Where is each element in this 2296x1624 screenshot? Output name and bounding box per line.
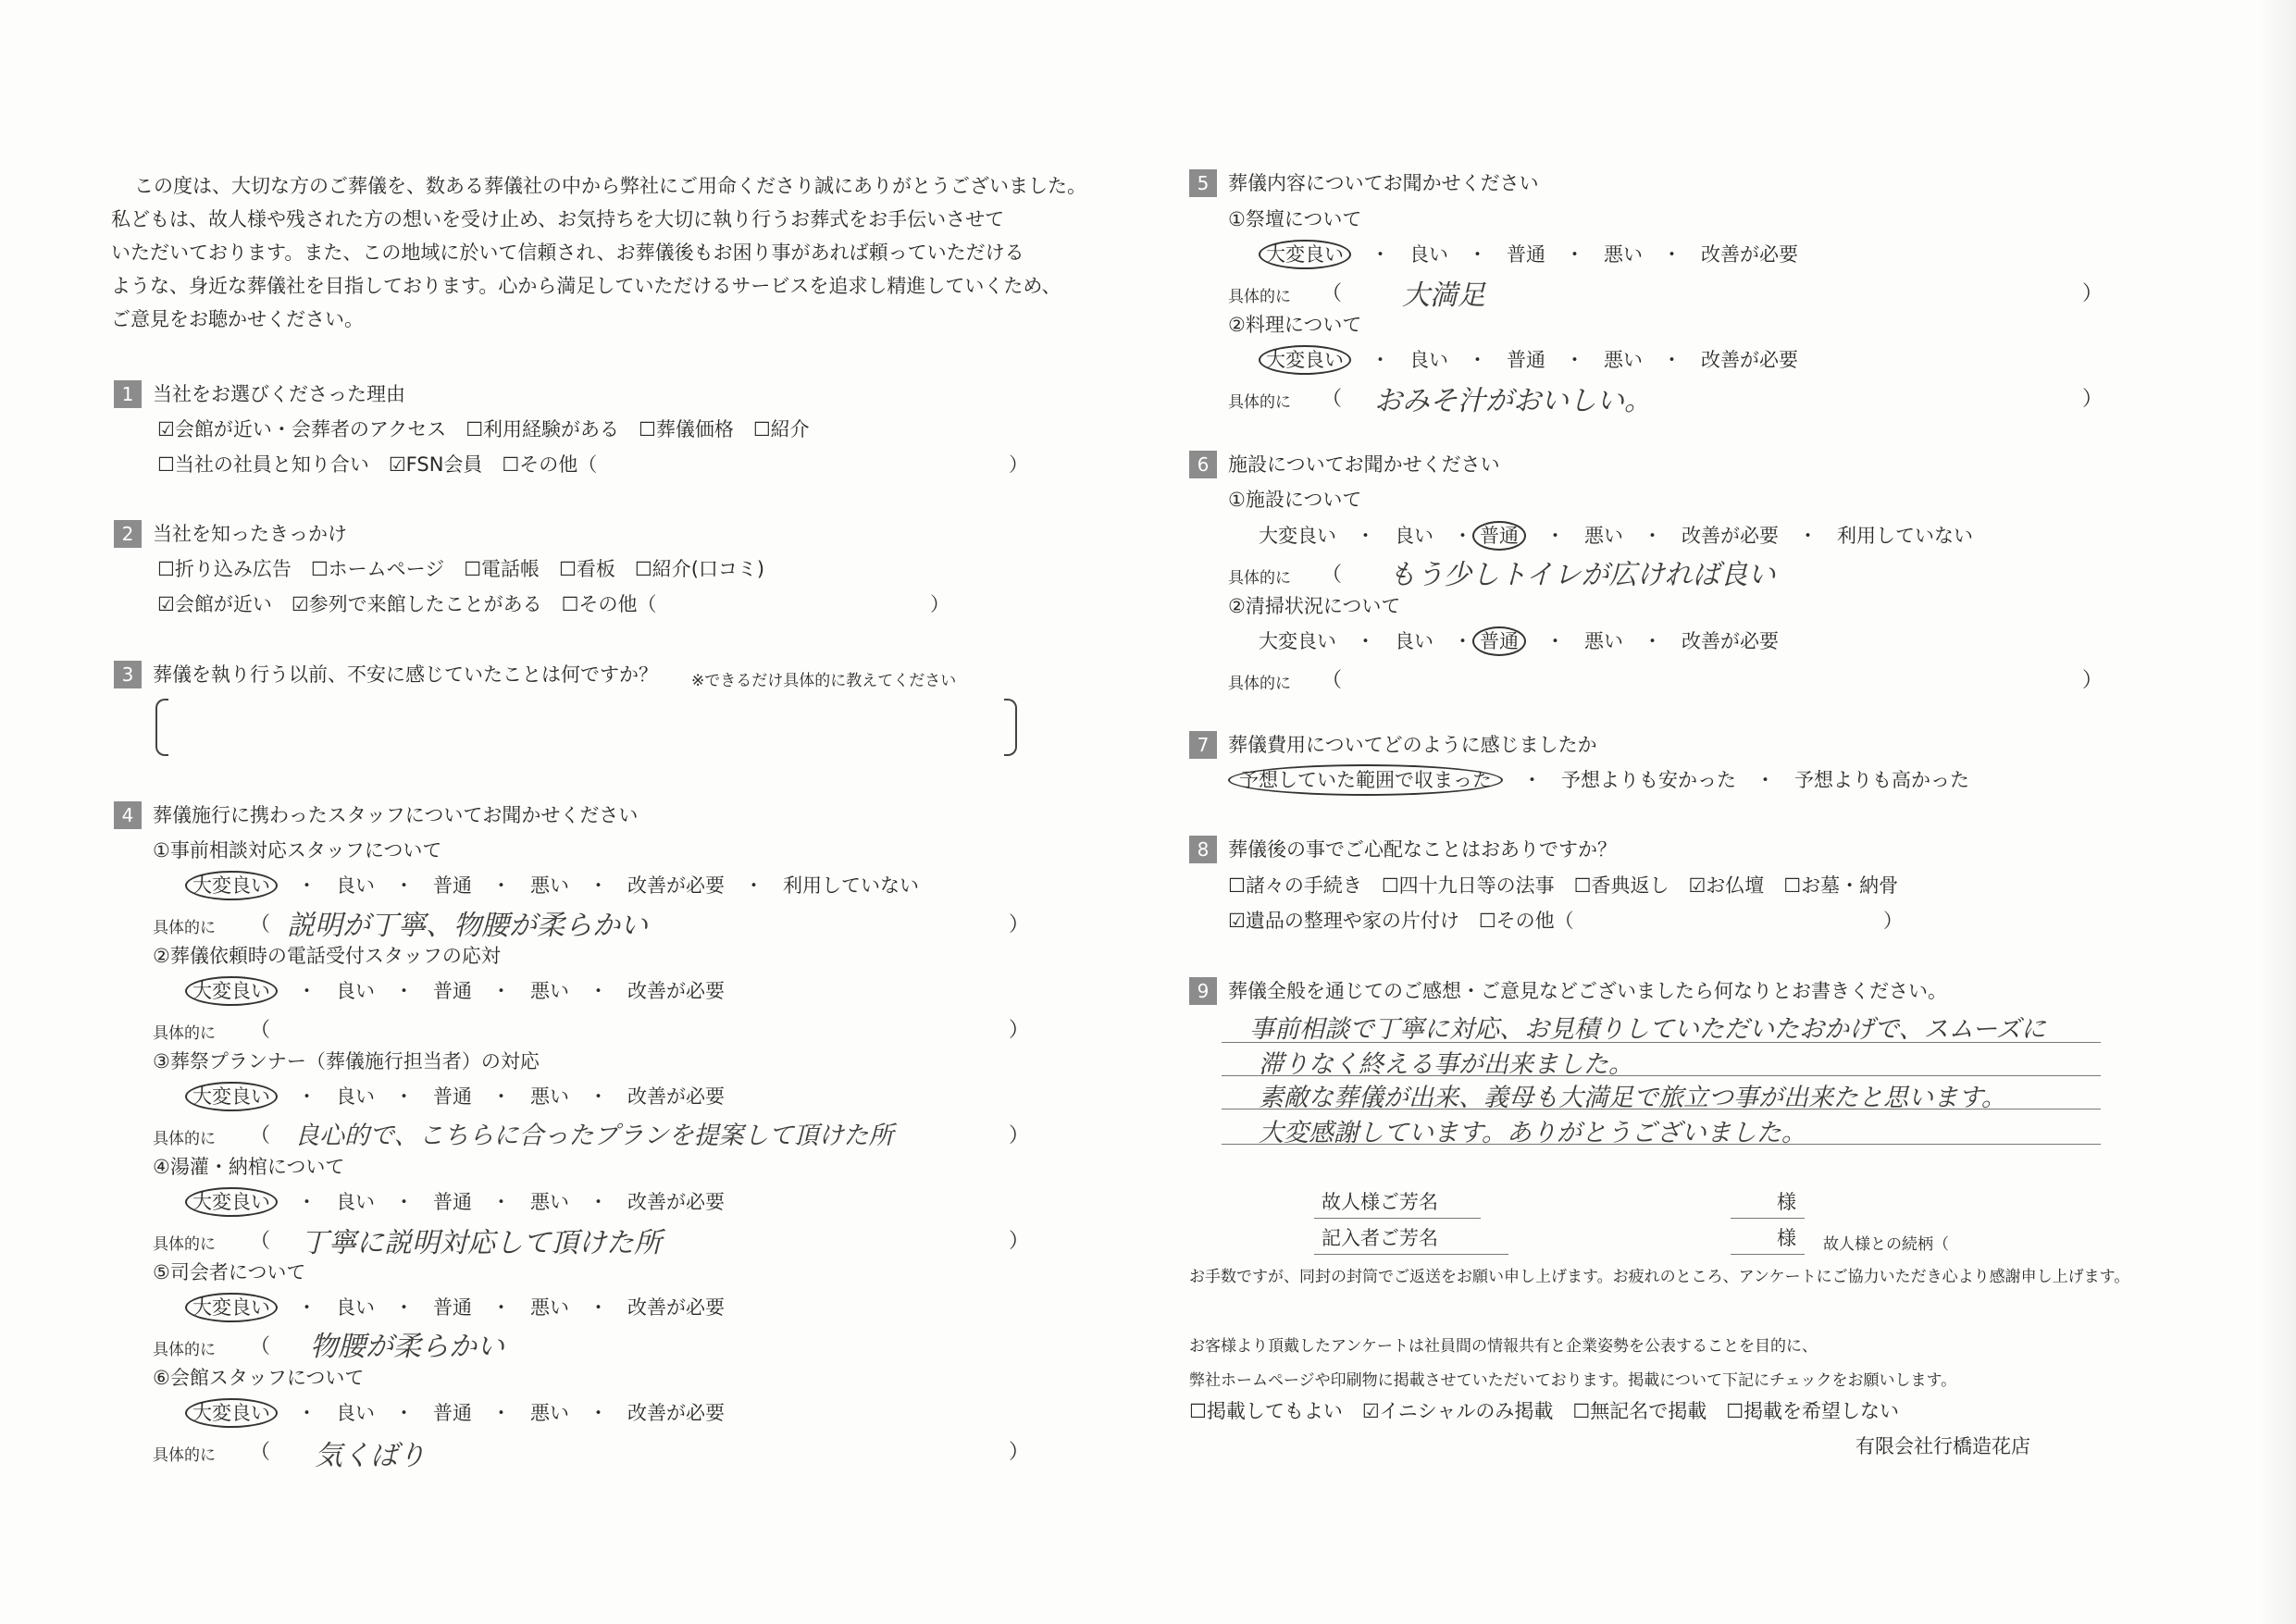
deceased-label-underline — [1314, 1218, 1481, 1219]
deceased-sama-underline — [1731, 1218, 1805, 1219]
q7-rating[interactable] — [1228, 768, 1969, 792]
q6-sub-2-open: （ — [1322, 669, 1343, 692]
question-number-2: 2 — [114, 520, 142, 548]
q6-sub-1-detail-label: 具体的に — [1228, 569, 1291, 588]
q4-sub-6-label: ⑥会館スタッフについて — [153, 1367, 365, 1389]
q4-sub-2-rating[interactable] — [185, 979, 725, 1003]
publish-note-1: お客様より頂戴したアンケートは社員間の情報共有と企業姿勢を公表することを目的に、 — [1189, 1337, 1818, 1356]
question-number-3: 3 — [114, 661, 142, 688]
q4-sub-4-rating[interactable] — [185, 1190, 725, 1214]
question-number-4: 4 — [114, 801, 142, 829]
q4-sub-1-other-ratings[interactable]: ・ 良い ・ 普通 ・ 悪い ・ 改善が必要 ・ 利用していない — [297, 874, 919, 897]
q5-sub-1-close: ） — [2082, 282, 2104, 305]
q4-sub-1-detail-label: 具体的に — [153, 919, 216, 937]
q6-sub-1-rating[interactable] — [1259, 524, 1973, 548]
question-3-note: ※できるだけ具体的に教えてください — [691, 672, 957, 690]
q5-sub-2-open: （ — [1322, 388, 1343, 411]
q5-sub-1-detail-label: 具体的に — [1228, 288, 1291, 306]
q2-other-close: ） — [930, 593, 949, 615]
q4-sub-5-selected[interactable]: 大変良い — [185, 1293, 278, 1322]
question-6-title: 施設についてお聞かせください — [1228, 453, 1500, 476]
q4-sub-3-rating[interactable] — [185, 1085, 725, 1109]
q4-sub-4-close: ） — [1009, 1230, 1030, 1253]
q5-sub-1-label: ①祭壇について — [1228, 208, 1362, 230]
return-note: お手数ですが、同封の封筒でご返送をお願い申し上げます。お疲れのところ、アンケートにご協力いただき心より感謝申し上げます。 — [1189, 1268, 2130, 1286]
q8-other-close: ） — [1883, 910, 1903, 932]
question-8-title: 葬儀後の事でご心配なことはおありですか？ — [1228, 838, 1617, 861]
q6-sub-2-selected[interactable]: 普通 — [1472, 626, 1526, 656]
q4-sub-4-detail-label: 具体的に — [153, 1235, 216, 1254]
q4-sub-5-detail-label: 具体的に — [153, 1341, 216, 1359]
writer-name-field[interactable] — [1518, 1230, 1768, 1256]
q8-options-row-2[interactable]: ☑遺品の整理や家の片付け ☐その他（ — [1228, 910, 1574, 932]
question-3-title: 葬儀を執り行う以前、不安に感じていたことは何ですか？ — [153, 663, 658, 686]
q4-sub-3-handwritten[interactable]: 良心的で、こちらに合ったプランを提案して頂けた所 — [294, 1122, 894, 1150]
intro-line-5: ご意見をお聴かせください。 — [111, 308, 364, 330]
q4-sub-3-detail-label: 具体的に — [153, 1130, 216, 1148]
q5-sub-2-selected[interactable]: 大変良い — [1259, 345, 1351, 375]
q6-sub-1-label: ①施設について — [1228, 489, 1362, 511]
deceased-sama: 様 — [1777, 1191, 1796, 1213]
q4-sub-1-close: ） — [1009, 913, 1030, 936]
q4-sub-4-open: （ — [250, 1230, 271, 1253]
q6-sub-2-detail-label: 具体的に — [1228, 675, 1291, 693]
q5-sub-2-detail-label: 具体的に — [1228, 393, 1291, 412]
q4-sub-6-rating[interactable] — [185, 1401, 725, 1425]
q9-handwritten-line-1[interactable]: 事前相談で丁寧に対応、お見積りしていただいたおかげで、スムーズに — [1249, 1015, 2046, 1044]
q4-sub-2-label: ②葬儀依頼時の電話受付スタッフの応対 — [153, 945, 501, 967]
q4-sub-6-detail-label: 具体的に — [153, 1446, 216, 1465]
q5-sub-2-handwritten[interactable]: おみそ汁がおいしい。 — [1374, 385, 1652, 417]
q6-sub-2-ratings-after[interactable]: ・ 悪い ・ 改善が必要 — [1545, 630, 1779, 652]
q2-options-row-1[interactable]: ☐折り込み広告 ☐ホームページ ☐電話帳 ☐看板 ☐紹介(口コミ) — [157, 558, 765, 580]
deceased-name-label: 故人様ご芳名 — [1322, 1191, 1438, 1213]
q1-other-close: ） — [1009, 453, 1028, 476]
q3-answer-bracket-left — [155, 699, 168, 756]
question-number-6: 6 — [1189, 451, 1217, 478]
writer-sama-underline — [1731, 1254, 1805, 1255]
q5-sub-1-open: （ — [1322, 282, 1343, 305]
q7-other-options[interactable]: ・ 予想よりも安かった ・ 予想よりも高かった — [1522, 769, 1969, 791]
q4-sub-6-selected[interactable]: 大変良い — [185, 1398, 278, 1428]
company-name: 有限会社行橋造花店 — [1855, 1435, 2030, 1457]
q4-sub-1-handwritten[interactable]: 説明が丁寧、物腰が柔らかい — [287, 910, 648, 942]
q5-sub-1-other-ratings[interactable]: ・ 良い ・ 普通 ・ 悪い ・ 改善が必要 — [1371, 243, 1798, 266]
q7-selected[interactable]: 予想していた範囲で収まった — [1228, 764, 1503, 796]
question-7-title: 葬儀費用についてどのように感じましたか — [1228, 734, 1597, 756]
q5-sub-1-handwritten[interactable]: 大満足 — [1402, 279, 1485, 312]
q4-sub-1-rating[interactable] — [185, 874, 919, 898]
q4-sub-2-close: ） — [1009, 1019, 1030, 1042]
writer-label-underline — [1314, 1254, 1508, 1255]
q1-options-row-1[interactable]: ☑会館が近い・会葬者のアクセス ☐利用経験がある ☐葬儀価格 ☐紹介 — [157, 418, 810, 440]
relation-label: 故人様との続柄（ — [1823, 1235, 1949, 1254]
q6-sub-1-ratings-before[interactable]: 大変良い ・ 良い ・ — [1259, 525, 1472, 547]
q4-sub-5-label: ⑤司会者について — [153, 1261, 306, 1283]
q4-sub-4-selected[interactable]: 大変良い — [185, 1187, 278, 1217]
q9-handwritten-line-4[interactable]: 大変感謝しています。ありがとうございました。 — [1259, 1119, 1806, 1147]
q4-sub-6-other-ratings[interactable]: ・ 良い ・ 普通 ・ 悪い ・ 改善が必要 — [297, 1402, 725, 1424]
question-number-8: 8 — [1189, 836, 1217, 863]
q5-sub-2-close: ） — [2082, 388, 2104, 411]
q6-sub-2-ratings-before[interactable]: 大変良い ・ 良い ・ — [1259, 630, 1472, 652]
question-5-title: 葬儀内容についてお聞かせください — [1228, 172, 1539, 194]
q4-sub-5-open: （ — [250, 1335, 271, 1358]
page-edge-shadow — [2259, 0, 2296, 1624]
intro-line-4: ような、身近な葬儀社を目指しております。心から満足していただけるサービスを追求し精進していくため、 — [111, 275, 1061, 297]
q3-answer-bracket-right — [1004, 699, 1017, 756]
question-1-title: 当社をお選びくださった理由 — [153, 383, 405, 405]
q4-sub-2-selected[interactable]: 大変良い — [185, 976, 278, 1006]
q4-sub-6-close: ） — [1009, 1441, 1030, 1464]
q4-sub-5-rating[interactable] — [185, 1295, 725, 1320]
q5-sub-1-rating[interactable] — [1259, 242, 1798, 267]
q6-sub-2-close: ） — [2082, 669, 2104, 692]
q4-sub-4-other-ratings[interactable]: ・ 良い ・ 普通 ・ 悪い ・ 改善が必要 — [297, 1191, 725, 1213]
intro-line-2: 私どもは、故人様や残された方の想いを受け止め、お気持ちを大切に執り行うお葬式をお手伝いさせて — [111, 208, 1005, 230]
q6-sub-1-open: （ — [1322, 564, 1343, 587]
q8-options-row-1[interactable]: ☐諸々の手続き ☐四十九日等の法事 ☐香典返し ☑お仏壇 ☐お墓・納骨 — [1228, 874, 1899, 897]
q4-sub-6-handwritten[interactable]: 気くばり — [315, 1440, 426, 1472]
q2-options-row-2[interactable]: ☑会館が近い ☑参列で来館したことがある ☐その他（ — [157, 593, 657, 615]
question-number-7: 7 — [1189, 731, 1217, 759]
q3-answer-field[interactable] — [171, 699, 999, 754]
q4-sub-4-handwritten[interactable]: 丁寧に説明対応して頂けた所 — [301, 1227, 662, 1259]
q4-sub-3-close: ） — [1009, 1124, 1030, 1147]
q4-sub-3-selected[interactable]: 大変良い — [185, 1082, 278, 1111]
intro-line-3: いただいております。また、この地域に於いて信頼され、お葬儀後もお困り事があれば頼っていただける — [111, 242, 1024, 264]
q6-sub-2-rating[interactable] — [1259, 629, 1779, 653]
q6-sub-2-label: ②清掃状況について — [1228, 595, 1401, 617]
q4-sub-3-label: ③葬祭プランナー（葬儀施行担当者）の対応 — [153, 1050, 540, 1072]
intro-line-1: この度は、大切な方のご葬儀を、数ある葬儀社の中から弊社にご用命くださり誠にありがとうございました。 — [134, 175, 1086, 197]
q1-options-row-2[interactable]: ☐当社の社員と知り合い ☑FSN会員 ☐その他（ — [157, 453, 598, 476]
q6-sub-1-selected[interactable]: 普通 — [1472, 521, 1526, 551]
q5-sub-2-label: ②料理について — [1228, 314, 1362, 336]
question-2-title: 当社を知ったきっかけ — [153, 523, 347, 545]
q4-sub-2-detail-label: 具体的に — [153, 1024, 216, 1043]
deceased-name-field[interactable] — [1490, 1194, 1768, 1220]
q4-sub-1-selected[interactable]: 大変良い — [185, 871, 278, 900]
q4-sub-3-other-ratings[interactable]: ・ 良い ・ 普通 ・ 悪い ・ 改善が必要 — [297, 1085, 725, 1108]
question-number-9: 9 — [1189, 977, 1217, 1005]
q4-sub-2-other-ratings[interactable]: ・ 良い ・ 普通 ・ 悪い ・ 改善が必要 — [297, 980, 725, 1002]
question-9-title: 葬儀全般を通じてのご感想・ご意見などございましたら何なりとお書きください。 — [1228, 980, 1947, 1002]
q4-sub-5-other-ratings[interactable]: ・ 良い ・ 普通 ・ 悪い ・ 改善が必要 — [297, 1296, 725, 1319]
question-4-title: 葬儀施行に携わったスタッフについてお聞かせください — [153, 804, 639, 826]
question-number-5: 5 — [1189, 169, 1217, 197]
q5-sub-2-other-ratings[interactable]: ・ 良い ・ 普通 ・ 悪い ・ 改善が必要 — [1371, 349, 1798, 371]
q4-sub-5-handwritten[interactable]: 物腰が柔らかい — [310, 1331, 504, 1363]
q4-sub-6-open: （ — [250, 1441, 271, 1464]
q9-handwritten-line-3[interactable]: 素敵な葬儀が出来、義母も大満足で旅立つ事が出来たと思います。 — [1259, 1084, 2006, 1112]
q4-sub-1-label: ①事前相談対応スタッフについて — [153, 839, 442, 862]
writer-name-label: 記入者ご芳名 — [1322, 1227, 1438, 1249]
q4-sub-2-open: （ — [250, 1019, 271, 1042]
q9-handwritten-line-2[interactable]: 滞りなく終える事が出来ました。 — [1259, 1050, 1633, 1079]
q6-sub-1-handwritten[interactable]: もう少しトイレが広ければ良い — [1388, 559, 1776, 591]
publish-note-2: 弊社ホームページや印刷物に掲載させていただいております。掲載について下記にチェックをお願いします。 — [1189, 1371, 1957, 1390]
q4-sub-3-open: （ — [250, 1124, 271, 1147]
publish-options[interactable]: ☐掲載してもよい ☑イニシャルのみ掲載 ☐無記名で掲載 ☐掲載を希望しない — [1189, 1400, 1900, 1422]
q5-sub-2-rating[interactable] — [1259, 348, 1798, 372]
q5-sub-1-selected[interactable]: 大変良い — [1259, 240, 1351, 269]
q4-sub-1-open: （ — [250, 913, 271, 936]
writer-sama: 様 — [1777, 1227, 1796, 1249]
q6-sub-1-ratings-after[interactable]: ・ 悪い ・ 改善が必要 ・ 利用していない — [1545, 525, 1973, 547]
question-number-1: 1 — [114, 380, 142, 408]
q4-sub-4-label: ④湯灌・納棺について — [153, 1156, 345, 1178]
